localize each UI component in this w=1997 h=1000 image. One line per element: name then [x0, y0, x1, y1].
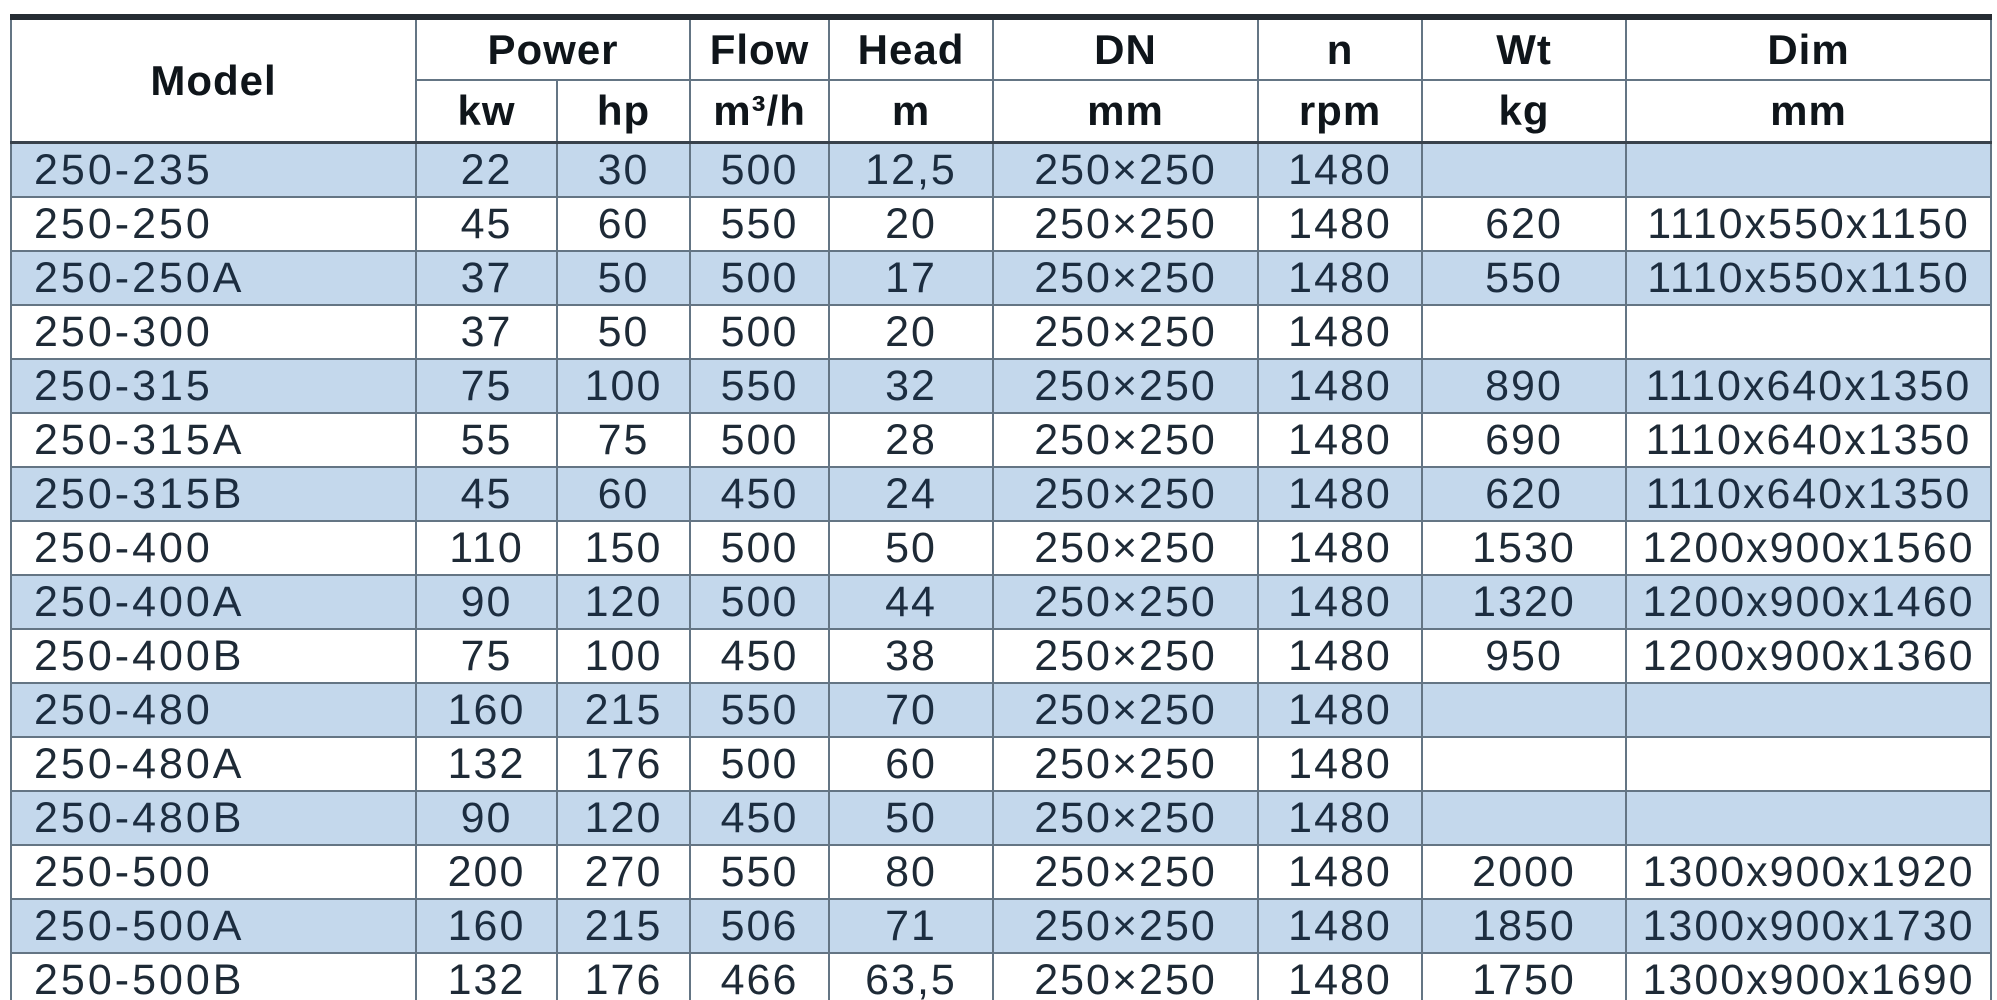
- cell-wt: 1850: [1422, 899, 1626, 953]
- cell-model: 250-235: [11, 143, 416, 198]
- cell-flow: 450: [690, 629, 829, 683]
- cell-flow: 550: [690, 197, 829, 251]
- cell-flow: 550: [690, 683, 829, 737]
- cell-power-kw: 132: [416, 953, 557, 1000]
- table-row: [11, 251, 1991, 305]
- cell-model: 250-500: [11, 845, 416, 899]
- cell-wt: 1320: [1422, 575, 1626, 629]
- col-header-wt: Wt: [1422, 17, 1626, 80]
- cell-model: 250-480A: [11, 737, 416, 791]
- table-row: [11, 899, 1991, 953]
- cell-dn: 250×250: [993, 899, 1258, 953]
- pump-spec-table: [10, 14, 1992, 1000]
- cell-dn: 250×250: [993, 197, 1258, 251]
- cell-power-hp: 176: [557, 953, 690, 1000]
- cell-n: 1480: [1258, 899, 1422, 953]
- cell-dim: 1200x900x1560: [1626, 521, 1991, 575]
- cell-power-hp: 215: [557, 899, 690, 953]
- cell-dim: 1110x640x1350: [1626, 413, 1991, 467]
- cell-flow: 450: [690, 467, 829, 521]
- cell-n: 1480: [1258, 575, 1422, 629]
- cell-power-hp: 60: [557, 467, 690, 521]
- table-row: [11, 413, 1991, 467]
- cell-n: 1480: [1258, 953, 1422, 1000]
- cell-head: 12,5: [829, 143, 993, 198]
- cell-power-kw: 160: [416, 899, 557, 953]
- cell-dim: 1110x550x1150: [1626, 251, 1991, 305]
- cell-dim: [1626, 791, 1991, 845]
- cell-head: 44: [829, 575, 993, 629]
- cell-wt: [1422, 305, 1626, 359]
- col-header-dn: DN: [993, 17, 1258, 80]
- cell-dim: 1110x640x1350: [1626, 359, 1991, 413]
- cell-dn: 250×250: [993, 845, 1258, 899]
- table-row: [11, 737, 1991, 791]
- table-row: [11, 521, 1991, 575]
- cell-flow: 500: [690, 521, 829, 575]
- cell-wt: [1422, 683, 1626, 737]
- table-row: [11, 953, 1991, 1000]
- cell-dn: 250×250: [993, 575, 1258, 629]
- cell-power-kw: 75: [416, 359, 557, 413]
- cell-dn: 250×250: [993, 413, 1258, 467]
- cell-dn: 250×250: [993, 629, 1258, 683]
- cell-power-kw: 55: [416, 413, 557, 467]
- cell-flow: 450: [690, 791, 829, 845]
- cell-power-kw: 132: [416, 737, 557, 791]
- col-header-model: Model: [11, 17, 416, 143]
- cell-head: 63,5: [829, 953, 993, 1000]
- cell-head: 50: [829, 521, 993, 575]
- cell-flow: 500: [690, 737, 829, 791]
- cell-model: 250-400B: [11, 629, 416, 683]
- cell-model: 250-400A: [11, 575, 416, 629]
- table-row: [11, 845, 1991, 899]
- unit-m3h: m³/h: [690, 80, 829, 143]
- cell-model: 250-250: [11, 197, 416, 251]
- cell-n: 1480: [1258, 197, 1422, 251]
- cell-head: 80: [829, 845, 993, 899]
- table-row: [11, 683, 1991, 737]
- unit-mm-dim: mm: [1626, 80, 1991, 143]
- cell-flow: 500: [690, 575, 829, 629]
- cell-n: 1480: [1258, 413, 1422, 467]
- cell-head: 50: [829, 791, 993, 845]
- table-row: [11, 791, 1991, 845]
- cell-dn: 250×250: [993, 467, 1258, 521]
- table-row: [11, 467, 1991, 521]
- cell-flow: 550: [690, 359, 829, 413]
- cell-model: 250-500A: [11, 899, 416, 953]
- table-row: [11, 143, 1991, 198]
- cell-power-hp: 50: [557, 305, 690, 359]
- cell-n: 1480: [1258, 629, 1422, 683]
- cell-power-hp: 120: [557, 575, 690, 629]
- col-header-n: n: [1258, 17, 1422, 80]
- cell-power-kw: 90: [416, 791, 557, 845]
- cell-model: 250-500B: [11, 953, 416, 1000]
- unit-mm-dn: mm: [993, 80, 1258, 143]
- cell-wt: 950: [1422, 629, 1626, 683]
- cell-model: 250-250A: [11, 251, 416, 305]
- cell-n: 1480: [1258, 359, 1422, 413]
- cell-model: 250-480B: [11, 791, 416, 845]
- table-row: [11, 197, 1991, 251]
- cell-dn: 250×250: [993, 305, 1258, 359]
- cell-model: 250-315: [11, 359, 416, 413]
- cell-dim: [1626, 683, 1991, 737]
- cell-model: 250-315B: [11, 467, 416, 521]
- cell-wt: 690: [1422, 413, 1626, 467]
- cell-power-kw: 45: [416, 467, 557, 521]
- cell-n: 1480: [1258, 143, 1422, 198]
- cell-flow: 506: [690, 899, 829, 953]
- cell-head: 38: [829, 629, 993, 683]
- cell-dim: 1300x900x1920: [1626, 845, 1991, 899]
- cell-dim: 1110x640x1350: [1626, 467, 1991, 521]
- cell-wt: 620: [1422, 467, 1626, 521]
- cell-dn: 250×250: [993, 791, 1258, 845]
- unit-kw: kw: [416, 80, 557, 143]
- unit-rpm: rpm: [1258, 80, 1422, 143]
- cell-power-hp: 120: [557, 791, 690, 845]
- cell-dn: 250×250: [993, 143, 1258, 198]
- cell-power-hp: 50: [557, 251, 690, 305]
- cell-flow: 500: [690, 143, 829, 198]
- cell-wt: [1422, 791, 1626, 845]
- cell-dim: [1626, 737, 1991, 791]
- cell-power-kw: 200: [416, 845, 557, 899]
- cell-wt: 1750: [1422, 953, 1626, 1000]
- cell-dn: 250×250: [993, 251, 1258, 305]
- cell-dn: 250×250: [993, 359, 1258, 413]
- table-header: [11, 17, 1991, 143]
- cell-power-kw: 37: [416, 305, 557, 359]
- cell-n: 1480: [1258, 467, 1422, 521]
- cell-power-hp: 270: [557, 845, 690, 899]
- table-body: [11, 143, 1991, 1000]
- cell-head: 71: [829, 899, 993, 953]
- table-row: [11, 575, 1991, 629]
- table-row: [11, 359, 1991, 413]
- cell-flow: 500: [690, 413, 829, 467]
- col-header-head: Head: [829, 17, 993, 80]
- cell-power-kw: 45: [416, 197, 557, 251]
- cell-head: 60: [829, 737, 993, 791]
- cell-head: 17: [829, 251, 993, 305]
- cell-model: 250-315A: [11, 413, 416, 467]
- cell-head: 24: [829, 467, 993, 521]
- cell-n: 1480: [1258, 305, 1422, 359]
- cell-dim: [1626, 143, 1991, 198]
- cell-dn: 250×250: [993, 953, 1258, 1000]
- cell-dn: 250×250: [993, 737, 1258, 791]
- cell-head: 20: [829, 305, 993, 359]
- cell-power-kw: 110: [416, 521, 557, 575]
- cell-power-kw: 90: [416, 575, 557, 629]
- cell-head: 28: [829, 413, 993, 467]
- cell-n: 1480: [1258, 683, 1422, 737]
- cell-model: 250-400: [11, 521, 416, 575]
- cell-wt: 2000: [1422, 845, 1626, 899]
- cell-wt: 550: [1422, 251, 1626, 305]
- cell-dn: 250×250: [993, 683, 1258, 737]
- cell-dim: [1626, 305, 1991, 359]
- cell-dn: 250×250: [993, 521, 1258, 575]
- table-row: [11, 629, 1991, 683]
- unit-kg: kg: [1422, 80, 1626, 143]
- cell-dim: 1300x900x1690: [1626, 953, 1991, 1000]
- cell-wt: 620: [1422, 197, 1626, 251]
- unit-m: m: [829, 80, 993, 143]
- cell-n: 1480: [1258, 521, 1422, 575]
- cell-power-hp: 60: [557, 197, 690, 251]
- cell-n: 1480: [1258, 737, 1422, 791]
- cell-power-hp: 100: [557, 629, 690, 683]
- header-row-labels: [11, 17, 1991, 80]
- cell-wt: [1422, 737, 1626, 791]
- unit-hp: hp: [557, 80, 690, 143]
- cell-power-kw: 22: [416, 143, 557, 198]
- cell-power-kw: 75: [416, 629, 557, 683]
- cell-n: 1480: [1258, 845, 1422, 899]
- cell-flow: 550: [690, 845, 829, 899]
- cell-dim: 1200x900x1460: [1626, 575, 1991, 629]
- cell-flow: 466: [690, 953, 829, 1000]
- cell-power-hp: 30: [557, 143, 690, 198]
- cell-power-kw: 160: [416, 683, 557, 737]
- cell-flow: 500: [690, 251, 829, 305]
- cell-wt: 1530: [1422, 521, 1626, 575]
- cell-model: 250-300: [11, 305, 416, 359]
- cell-dim: 1300x900x1730: [1626, 899, 1991, 953]
- cell-wt: 890: [1422, 359, 1626, 413]
- cell-power-kw: 37: [416, 251, 557, 305]
- cell-power-hp: 75: [557, 413, 690, 467]
- table-row: [11, 305, 1991, 359]
- col-header-flow: Flow: [690, 17, 829, 80]
- cell-head: 32: [829, 359, 993, 413]
- cell-wt: [1422, 143, 1626, 198]
- cell-n: 1480: [1258, 251, 1422, 305]
- cell-model: 250-480: [11, 683, 416, 737]
- cell-n: 1480: [1258, 791, 1422, 845]
- cell-dim: 1200x900x1360: [1626, 629, 1991, 683]
- col-header-power: Power: [416, 17, 690, 80]
- cell-flow: 500: [690, 305, 829, 359]
- cell-power-hp: 100: [557, 359, 690, 413]
- cell-power-hp: 215: [557, 683, 690, 737]
- cell-power-hp: 150: [557, 521, 690, 575]
- cell-dim: 1110x550x1150: [1626, 197, 1991, 251]
- cell-power-hp: 176: [557, 737, 690, 791]
- cell-head: 70: [829, 683, 993, 737]
- cell-head: 20: [829, 197, 993, 251]
- col-header-dim: Dim: [1626, 17, 1991, 80]
